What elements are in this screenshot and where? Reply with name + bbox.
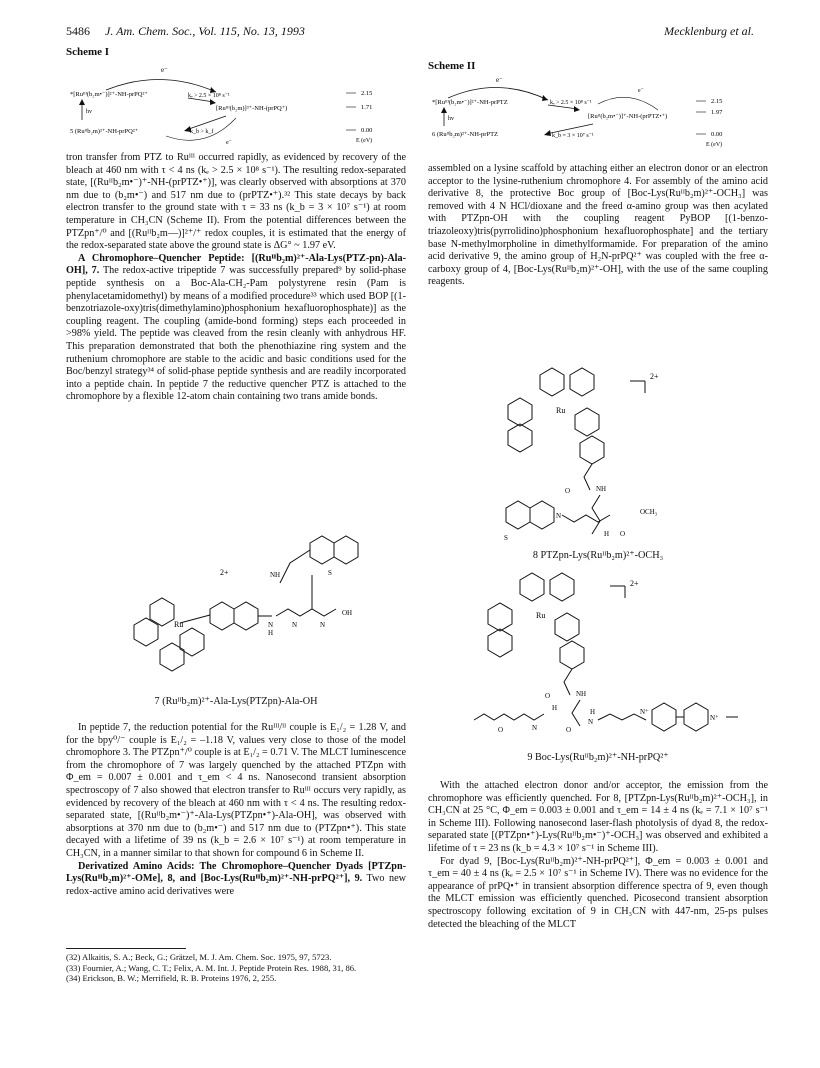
svg-text:OH: OH <box>342 609 353 617</box>
svg-text:e⁻: e⁻ <box>638 88 644 94</box>
svg-text:O: O <box>620 530 626 538</box>
scheme-1-ground-state: 5 (Ruᴵᴵb₂m)²⁺-NH-prPQ²⁺ <box>70 128 139 135</box>
svg-text:Ru: Ru <box>536 611 546 620</box>
section-a <box>66 253 406 404</box>
svg-text:0.00: 0.00 <box>711 131 723 138</box>
paragraph-ptz-transfer: tron transfer from PTZ to Ruᴵᴵᴵ occurred rapidly, as evidenced by recovery of the bleach at 460 nm with τ < 4 ns (kₑ > 2.5 × 10⁸ s⁻¹). The resulting redox-separated state, [(Ruᴵᴵb₂m•⁻)⁺-NH-(prPTZ•⁺)], was clearly observed with absorptions at 370 nm due to (b₂m•⁻) and 517 nm due to (prPTZ•⁺).³² This state decays by back electron transfer to the ground state with τ = 33 ns (k_b = 3 × 10⁷ s⁻¹) at room temperature in CH₃CN (Scheme II). From the potential differences between the PTZpn⁺/⁰ and [(Ruᴵᴵb₂m—)]²⁺/⁺ redox couples, it is estimated that the energy of the redox-separated state above the ground state is ΔG° ~ 1.97 eV. <box>66 152 406 252</box>
left-column-bottom <box>66 722 406 898</box>
svg-text:e⁻: e⁻ <box>226 140 232 146</box>
svg-text:H: H <box>552 704 558 712</box>
scheme-1-electron: e⁻ <box>161 66 168 74</box>
section-a-heading: A Chromophore–Quencher Peptide: [(Ruᴵᴵb₂m)²⁺-Ala-Lys(PTZ-pn)-Ala-OH], 7. <box>66 252 406 277</box>
compound-8-ptz-ester <box>500 500 700 550</box>
scheme-1-energy-ground: 0.00 <box>361 127 373 134</box>
compound-9-charge: 2+ <box>630 579 639 588</box>
svg-text:NH: NH <box>270 571 281 579</box>
scheme-1-energy-unit: E (eV) <box>356 138 373 144</box>
scheme-1-top-state: *[Ruᴵᴵᴵ(b₂m•⁻)]²⁺-NH-prPQ²⁺ <box>70 91 148 98</box>
left-column-top <box>66 152 406 404</box>
scheme-1-energy-top: 2.15 <box>361 90 373 97</box>
svg-text:e⁻: e⁻ <box>496 76 503 84</box>
svg-text:H: H <box>590 708 596 716</box>
scheme-1-rate-forward: kₑ > 2.5 × 10⁸ s⁻¹ <box>188 93 230 99</box>
svg-text:O: O <box>565 487 571 495</box>
svg-text:Ru: Ru <box>174 620 184 629</box>
svg-text:O: O <box>545 692 551 700</box>
section-b-body: Two new redox-active amino acid derivatives were <box>66 873 406 897</box>
footnote-rule <box>66 948 186 949</box>
footnotes <box>66 952 406 984</box>
scheme-2-hv: hv <box>448 116 454 122</box>
scheme-1-energy-mid: 1.71 <box>361 104 373 111</box>
compound-8-caption: 8 PTZpn-Lys(Ruᴵᴵb₂m)²⁺-OCH₃ <box>532 550 664 561</box>
svg-text:NH: NH <box>596 485 607 493</box>
scheme-2-top-state: *[Ruᴵᴵᴵ(b₂m•⁻)]²⁺-NH-prPTZ <box>432 99 508 106</box>
scheme-2-rate-back: k_b = 3 × 10⁷ s⁻¹ <box>552 133 594 139</box>
compound-7-caption: 7 (Ruᴵᴵb₂m)²⁺-Ala-Lys(PTZpn)-Ala-OH <box>154 696 318 707</box>
scheme-2-title: Scheme II <box>428 60 476 72</box>
scheme-1-title: Scheme I <box>66 46 110 58</box>
svg-text:OCH₃: OCH₃ <box>640 508 658 516</box>
footnote-32: (32) Alkaitis, S. A.; Beck, G.; Grätzel, M. J. Am. Chem. Soc. 1975, 97, 5723. <box>66 952 332 962</box>
section-a-body: The redox-active tripeptide 7 was successfully prepared⁹ by solid-phase peptide synthesis on a Boc-Ala-CH₂-Pam polystyrene resin (Pam is phenylacetamidomethyl) by means of a modified procedure³³ which used BOP [(1-benzotriazole-oxy)tris(dimethylamino)phosphonium hexafluorophosphate)] as the coupling reagent. The coupling (amide-bond forming) steps each proceeded in >98% yield. The peptide was cleaved from the resin cleanly with anhydrous HF. This preparation demonstrated that both the phenothiazine ring system and the ruthenium chromophore are stable to the acidic and basic conditions used for the Boc/benzyl strategy³⁴ of solid-phase peptide synthesis and are readily incorporated into a peptide chain. In peptide 7 the reductive quencher PTZ is attached to the chromophore by a flexible 12-atom chain containing two trans amide bonds. <box>66 265 406 403</box>
svg-text:O: O <box>566 726 572 734</box>
compound-9-caption: 9 Boc-Lys(Ruᴵᴵb₂m)²⁺-NH-prPQ²⁺ <box>527 752 669 763</box>
scheme-1-diagram <box>66 60 406 148</box>
paragraph-assembly: assembled on a lysine scaffold by attaching either an electron donor or an electron acceptor to the lysine-ruthenium chromophore 4. For assembly of the amino acid derivative 8, the protective Boc group of [Boc-Lys(Ruᴵᴵb₂m)²⁺-OCH₃] was removed with 4 N HCl/dioxane and the freed α-amino group was then acylated with PTZpn-OH with the coupling reagent PyBOP [(1-benzo-triazoleoxy)tris(pyrrolidino)phosphonium hexafluorophosphate] and the tertiary base N-methylmorpholine in dimethylformamide. For preparation of the amino acid derivative 9, the amino group of H₂N-prPQ²⁺ was coupled with the free α-carboxy group of 4, [Boc-Lys(Ruᴵᴵb₂m)²⁺-OH], with the use of the same coupling reagents. <box>428 163 768 288</box>
svg-text:N: N <box>292 621 298 629</box>
scheme-1-mid-state: [Ruᴵᴵᴵ(b₂m)]³⁺-NH-(prPQ⁺) <box>216 105 288 112</box>
svg-text:N⁺: N⁺ <box>710 714 719 722</box>
svg-text:N: N <box>532 724 538 732</box>
svg-text:N: N <box>588 718 594 726</box>
right-column-top <box>428 163 768 289</box>
svg-text:S: S <box>328 569 332 577</box>
scheme-2-ground-state: 6 (Ruᴵᴵb₂m)²⁺-NH-prPTZ <box>432 131 499 138</box>
svg-text:N: N <box>320 621 326 629</box>
svg-text:S: S <box>504 534 508 542</box>
svg-text:N: N <box>556 512 562 520</box>
right-column-bottom <box>428 780 768 931</box>
paragraph-dyad-8: With the attached electron donor and/or acceptor, the emission from the chromophore was efficiently quenched. For 8, [PTZpn-Lys(Ruᴵᴵb₂m)²⁺-OCH₃], in CH₃CN at 25 °C, Φ_em = 0.003 ± 0.001 and τ_em = 14 ± 4 ns (kₑ = 7.1 × 10⁷ s⁻¹ in Scheme III). Following nanosecond laser-flash photolysis of dyad 8, the redox-separated state [(PTZpn•⁺)-Lys(Ruᴵᴵb₂m•⁻)⁺-OCH₃] was observed and exhibited a lifetime of τ = 23 ns (k_b = 4.3 × 10⁷ s⁻¹ in Scheme III). <box>428 780 768 854</box>
scheme-1-hv: hv <box>86 109 92 115</box>
compound-7-phenothiazine <box>270 533 370 593</box>
footnote-34: (34) Erickson, B. W.; Merrifield, R. B. Proteins 1976, 2, 255. <box>66 973 277 984</box>
svg-text:H: H <box>604 530 610 538</box>
paragraph-dyad-9: For dyad 9, [Boc-Lys(Ruᴵᴵb₂m)²⁺-NH-prPQ²⁺], Φ_em = 0.003 ± 0.001 and τ_em = 40 ± 4 ns (kₑ = 2.5 × 10⁷ s⁻¹ in Scheme IV). There was no evidence for the appearance of prPQ•⁺ in transient absorption difference spectra of 9, even though the MLCT emission was efficiently quenched. Picosecond transient absorption spectroscopy following excitation of 9 in CH₃CN with 447-nm, 25-ps pulses detected the bleaching of the MLCT <box>428 855 768 930</box>
scheme-2-mid-state: [Ruᴵᴵ(b₂m•⁻)]⁺-NH-(prPTZ•⁺) <box>588 113 668 120</box>
running-header-left <box>66 24 305 39</box>
running-header-authors: Mecklenburg et al. <box>664 24 754 38</box>
footnote-33: (33) Fournier, A.; Wang, C. T.; Felix, A. M. Int. J. Peptide Protein Res. 1988, 31, 86. <box>66 962 357 973</box>
section-b-heading: Derivatized Amino Acids: The Chromophore–Quencher Dyads [PTZpn-Lys(Ruᴵᴵb₂m)²⁺-OMe], 8, and [Boc-Lys(Ruᴵᴵb₂m)²⁺-NH-prPQ²⁺], 9. <box>66 860 406 885</box>
svg-text:Ru: Ru <box>556 406 566 415</box>
svg-text:NH: NH <box>576 690 587 698</box>
page-number: 5486 <box>66 24 90 38</box>
scheme-1-rate-back: k_b > k_f <box>190 129 214 135</box>
paragraph-peptide-7: In peptide 7, the reduction potential for the Ruᴵᴵᴵ/ᴵᴵ couple is E₁/₂ = 1.28 V, and for the bpy⁰/⁻ couple is E₁/₂ = –1.18 V, values very close to those of the model chromophore 3. The PTZpn⁺/⁰ couple is at E₁/₂ = 0.71 V. The MLCT luminescence from the chromophore of 7 was largely quenched by the attached PTZpn with Φ_em = 0.007 ± 0.001 and τ_em < 4 ns. Nanosecond transient absorption spectroscopy of 7 also showed that electron transfer to Ruᴵᴵᴵ occurs very rapidly, as evidenced by recovery of the bleach at 460 nm with τ < 4 ns. The resulting redox-separated state, [(Ruᴵᴵb₂m•⁻)⁺-Ala-Lys(PTZpn•⁺)-Ala-OH], was observed with absorptions at 370 nm due to (b₂m•⁻) and 517 nm due to (PTZpn•⁺). This state decayed with a lifetime of 39 ns (k_b = 2.6 × 10⁷ s⁻¹) at room temperature in CH₃CN, in a manner similar to that shown for compound 6 in Scheme II. <box>66 722 406 859</box>
svg-text:H: H <box>268 629 274 637</box>
svg-text:N: N <box>268 621 274 629</box>
compound-8-charge: 2+ <box>650 372 659 381</box>
scheme-2-diagram <box>428 74 768 154</box>
compound-9-boc-pq <box>470 700 770 750</box>
svg-text:1.97: 1.97 <box>711 109 723 116</box>
journal-citation: J. Am. Chem. Soc., Vol. 115, No. 13, 1993 <box>105 24 305 38</box>
svg-text:2.15: 2.15 <box>711 98 723 105</box>
svg-text:E (eV): E (eV) <box>706 142 723 148</box>
scheme-2-rate-forward: kₑ > 2.5 × 10⁸ s⁻¹ <box>550 100 592 106</box>
svg-text:N⁺: N⁺ <box>640 708 649 716</box>
svg-text:O: O <box>498 726 504 734</box>
section-b <box>66 861 406 899</box>
compound-7-charge: 2+ <box>220 568 229 577</box>
